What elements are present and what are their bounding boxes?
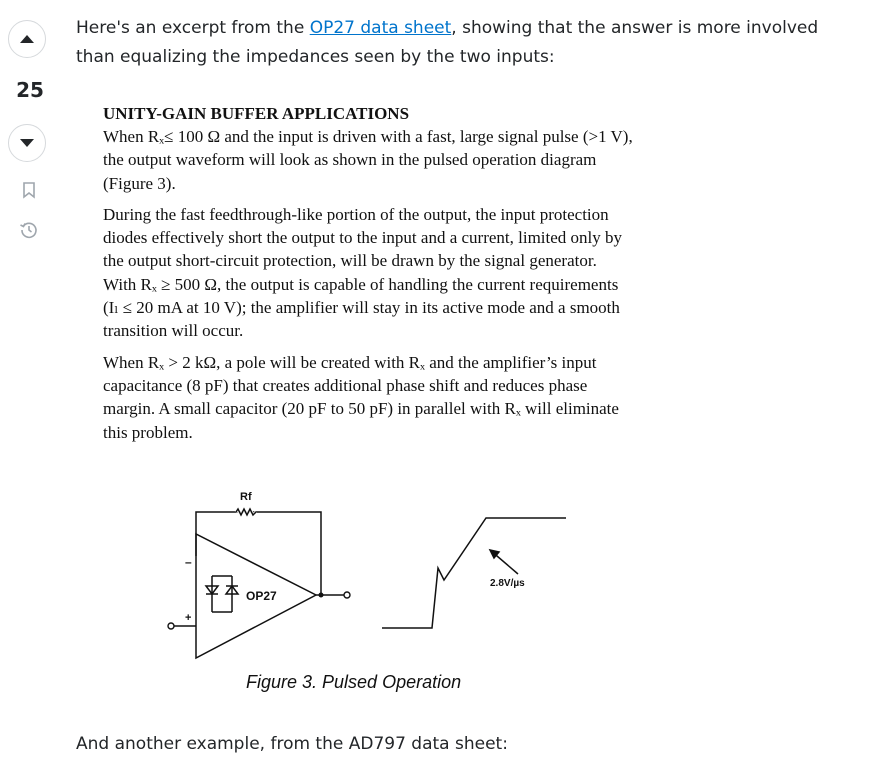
answer-outro: And another example, from the AD797 data sheet:: [76, 734, 508, 754]
vote-score: 25: [16, 78, 44, 102]
pulsed-operation-figure: [160, 484, 580, 664]
bookmark-button[interactable]: [19, 180, 39, 200]
bookmark-icon: [19, 180, 39, 200]
intro-text-before: Here's an excerpt from the: [76, 18, 310, 38]
inverting-input-label: –: [185, 555, 192, 569]
triangle-up-icon: [18, 30, 36, 48]
rf-label: Rf: [240, 491, 252, 503]
intro-text-after: , showing that the answer is more involved than equalizing the impedances seen by the two inputs:: [76, 18, 819, 67]
opamp-label: OP27: [246, 589, 277, 603]
downvote-button[interactable]: [8, 124, 46, 162]
excerpt-heading: UNITY-GAIN BUFFER APPLICATIONS: [103, 104, 410, 123]
answer-intro: [76, 14, 856, 72]
triangle-down-icon: [18, 134, 36, 152]
upvote-button[interactable]: [8, 20, 46, 58]
history-icon: [19, 220, 39, 240]
excerpt-paragraph-3: When Rₓ > 2 kΩ, a pole will be created with Rₓ and the amplifier’s input capacitance (8 pF) that creates additional phase shift and reduces phase margin. A small capacitor (20 pF to 50 pF) in parallel with Rₓ will eliminate this problem.: [103, 352, 619, 442]
excerpt-paragraph-2: During the fast feedthrough-like portion of the output, the input protection diodes effectively short the output to the input and a current, limited only by the output short-circuit protection, will be drawn by the signal generator. With Rₓ ≥ 500 Ω, the output is capable of handling the current requirements (Iₗ ≤ 20 mA at 10 V); the amplifier will stay in its active mode and a smooth transition will occur.: [103, 204, 623, 341]
figure-caption: Figure 3. Pulsed Operation: [246, 672, 462, 692]
slew-rate-label: 2.8V/µs: [490, 578, 525, 589]
op27-datasheet-link[interactable]: OP27 data sheet: [309, 18, 452, 38]
noninverting-input-label: +: [185, 612, 192, 624]
history-button[interactable]: [19, 220, 39, 240]
excerpt-paragraph-1: When Rₓ≤ 100 Ω and the input is driven with a fast, large signal pulse (>1 V), the output waveform will look as shown in the pulsed operation diagram (Figure 3).: [103, 127, 633, 193]
datasheet-excerpt: [103, 102, 643, 452]
